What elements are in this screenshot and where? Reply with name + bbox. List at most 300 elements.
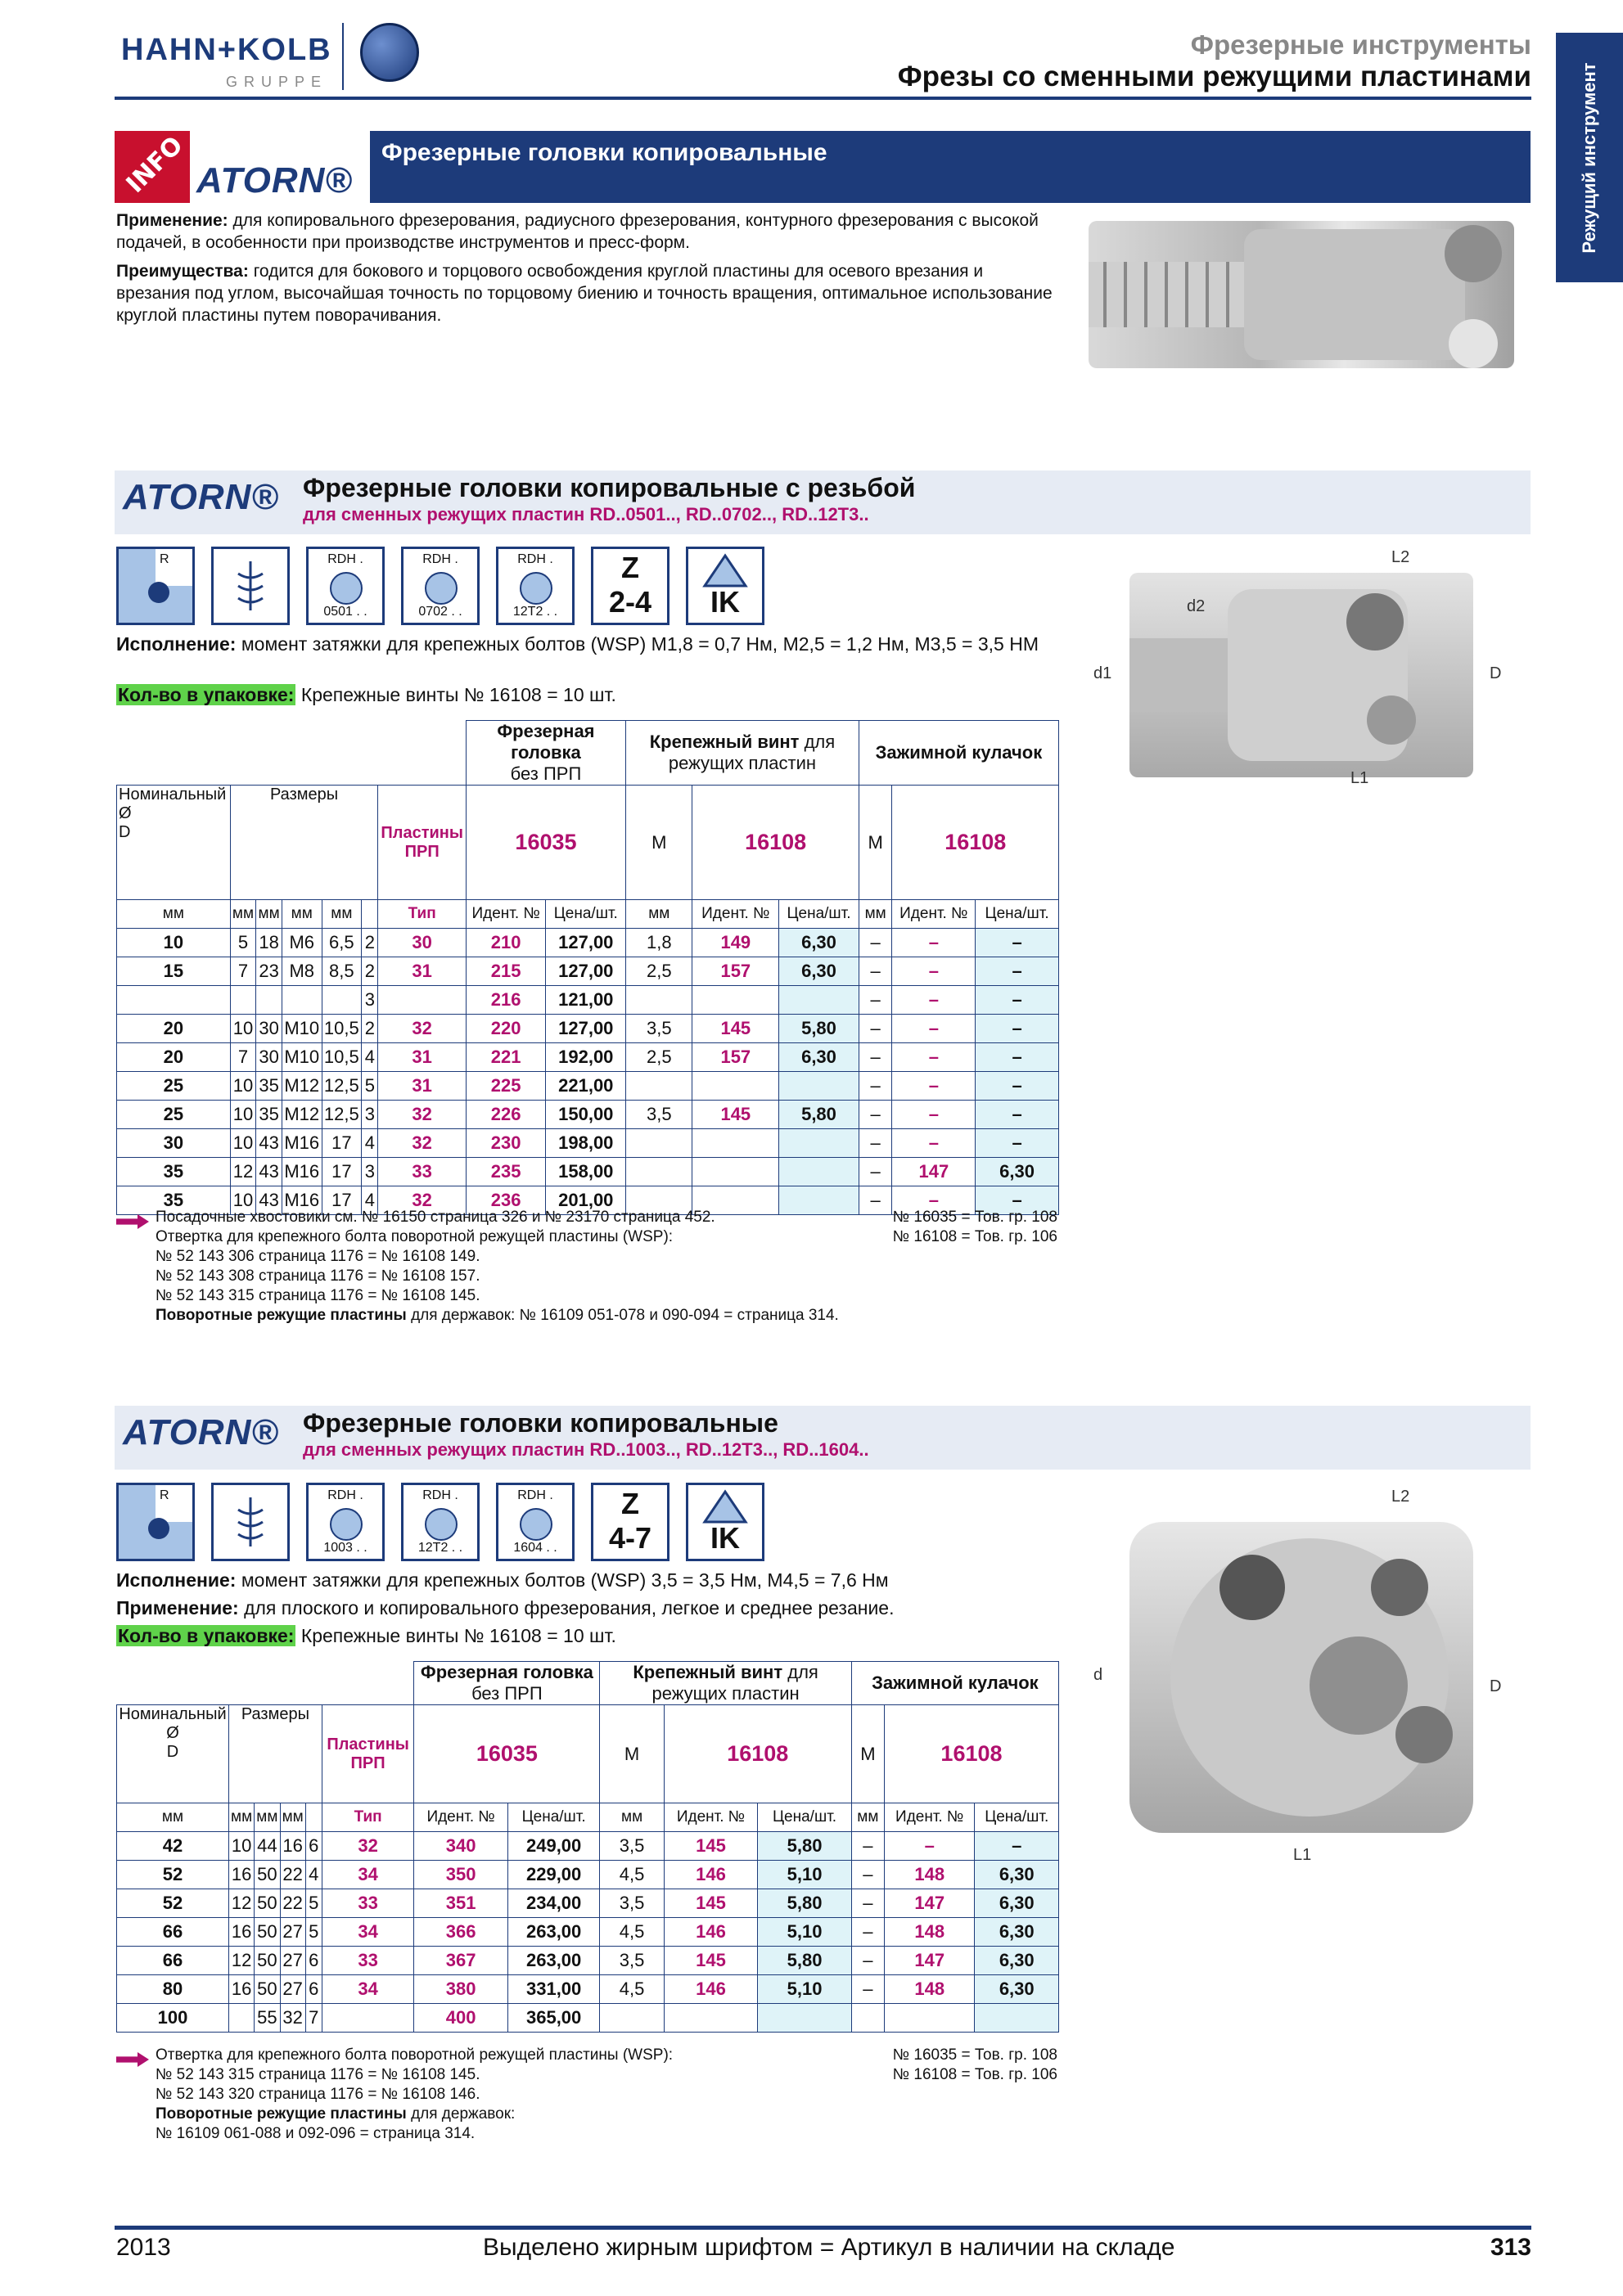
table-row bbox=[117, 1889, 1059, 1918]
table-cell: 20 bbox=[117, 1015, 231, 1043]
table-cell: – bbox=[851, 1975, 884, 2004]
table-cell: 6,30 bbox=[975, 1947, 1059, 1975]
table-cell: – bbox=[976, 929, 1059, 957]
table-cell: 5 bbox=[362, 1072, 378, 1101]
table-cell: 15 bbox=[117, 957, 231, 986]
table-cell: 25 bbox=[117, 1101, 231, 1129]
table-cell: 4 bbox=[305, 1861, 322, 1889]
table-cell: 17 bbox=[322, 1186, 362, 1215]
dim-l2: L2 bbox=[1391, 548, 1410, 566]
footer-year: 2013 bbox=[116, 2234, 171, 2261]
table-cell: 50 bbox=[255, 1918, 280, 1947]
footer-rule bbox=[115, 2226, 1531, 2230]
table-cell: 5 bbox=[305, 1918, 322, 1947]
section2-pack: Кол-во в упаковке: Крепежные винты № 16108 = 10 шт. bbox=[118, 1625, 616, 1646]
rdh-12t2-icon: RDH . 12T2 . . bbox=[401, 1483, 480, 1561]
table-cell: 3 bbox=[362, 986, 378, 1015]
table-cell: – bbox=[859, 1101, 892, 1129]
table-cell: 27 bbox=[280, 1975, 305, 2004]
table-cell: 5 bbox=[230, 929, 256, 957]
table-cell: 23 bbox=[256, 957, 282, 986]
table-cell: 80 bbox=[117, 1975, 229, 2004]
table-cell: 263,00 bbox=[507, 1918, 600, 1947]
table-cell: 3,5 bbox=[626, 1015, 692, 1043]
table-cell bbox=[664, 2004, 758, 2033]
table-row bbox=[117, 1015, 1059, 1043]
table-cell: 22 bbox=[280, 1861, 305, 1889]
table-cell bbox=[884, 2004, 975, 2033]
group-head-clamp: Зажимной кулачок bbox=[851, 1662, 1058, 1705]
table-cell: 33 bbox=[378, 1158, 466, 1186]
table-cell bbox=[228, 2004, 254, 2033]
application-text: для копировального фрезерования, радиусного фрезерования, контурного фрезерования с высокой подачей, в особенности при производстве инструментов и пресс-форм. bbox=[116, 211, 1039, 252]
table-cell: 42 bbox=[117, 1832, 229, 1861]
table-cell: 30 bbox=[117, 1129, 231, 1158]
table-cell: 148 bbox=[884, 1975, 975, 2004]
coolant-spiral-icon bbox=[211, 547, 290, 625]
table-cell: 216 bbox=[466, 986, 546, 1015]
arrow-icon bbox=[116, 1214, 149, 1229]
table-cell: 221 bbox=[466, 1043, 546, 1072]
table-cell: – bbox=[859, 1043, 892, 1072]
table-cell: – bbox=[976, 1043, 1059, 1072]
table-cell: 31 bbox=[378, 1043, 466, 1072]
table-cell: M12 bbox=[282, 1072, 322, 1101]
table-cell: 234,00 bbox=[507, 1889, 600, 1918]
table-cell: 12,5 bbox=[322, 1072, 362, 1101]
table-row bbox=[117, 1947, 1059, 1975]
table-cell: 147 bbox=[884, 1889, 975, 1918]
section1-pack: Кол-во в упаковке: Крепежные винты № 16108 = 10 шт. bbox=[118, 684, 616, 705]
table-cell: 157 bbox=[692, 1043, 779, 1072]
group-head-clamp: Зажимной кулачок bbox=[859, 721, 1058, 786]
internal-coolant-icon: IK bbox=[686, 547, 764, 625]
table-cell: – bbox=[851, 1947, 884, 1975]
arrow-icon bbox=[116, 2052, 149, 2067]
table-cell: M6 bbox=[282, 929, 322, 957]
section2-application: Применение: для плоского и копировального фрезерования, легкое и среднее резание. bbox=[116, 1597, 895, 1618]
section2-title: Фрезерные головки копировальные bbox=[303, 1408, 778, 1438]
table-cell: 4,5 bbox=[600, 1975, 664, 2004]
dim-d: d bbox=[1093, 1666, 1103, 1684]
table-cell bbox=[626, 1158, 692, 1186]
table-cell: 12 bbox=[228, 1947, 254, 1975]
table-cell: M10 bbox=[282, 1043, 322, 1072]
section2-subtitle: для сменных режущих пластин RD..1003.., RD..12T3.., RD..1604.. bbox=[303, 1439, 869, 1460]
table-cell: 5,10 bbox=[758, 1975, 852, 2004]
table-cell: 127,00 bbox=[546, 929, 626, 957]
table-row bbox=[117, 1158, 1059, 1186]
table-cell: 6,30 bbox=[976, 1158, 1059, 1186]
info-tag-label: INFO bbox=[120, 131, 189, 199]
table-cell: – bbox=[892, 957, 976, 986]
table-cell: – bbox=[892, 1043, 976, 1072]
group-head-screw: Крепежный винт для режущих пластин bbox=[600, 1662, 851, 1705]
table-cell: 5,10 bbox=[758, 1861, 852, 1889]
table-cell: – bbox=[892, 986, 976, 1015]
side-tab-label: Режущий инструмент bbox=[1579, 61, 1599, 254]
table-cell: 31 bbox=[378, 1072, 466, 1101]
dim-l2: L2 bbox=[1391, 1488, 1410, 1506]
table-cell: 34 bbox=[322, 1975, 414, 2004]
table-row bbox=[117, 1975, 1059, 2004]
dim-d-outer: D bbox=[1490, 1677, 1502, 1695]
table-cell: 33 bbox=[322, 1889, 414, 1918]
table-cell: 33 bbox=[322, 1947, 414, 1975]
section1-table-body bbox=[117, 929, 1059, 1215]
header-subcategory: Фрезы со сменными режущими пластинами bbox=[897, 61, 1531, 92]
table-cell: 3,5 bbox=[600, 1947, 664, 1975]
table-cell: 5 bbox=[305, 1889, 322, 1918]
rdh-1003-icon: RDH . 1003 . . bbox=[306, 1483, 385, 1561]
info-application bbox=[116, 209, 1057, 254]
table-cell: – bbox=[976, 1015, 1059, 1043]
table-cell: 32 bbox=[378, 1186, 466, 1215]
dim-d2: d2 bbox=[1187, 597, 1206, 615]
table-cell: 31 bbox=[378, 957, 466, 986]
table-cell: 147 bbox=[892, 1158, 976, 1186]
table-cell: 2 bbox=[362, 1015, 378, 1043]
table-cell: 2,5 bbox=[626, 1043, 692, 1072]
table-cell: 220 bbox=[466, 1015, 546, 1043]
table-cell: 158,00 bbox=[546, 1158, 626, 1186]
table-cell: 3,5 bbox=[600, 1889, 664, 1918]
table-cell: 35 bbox=[117, 1186, 231, 1215]
table-cell: 50 bbox=[255, 1947, 280, 1975]
table-cell: 5,80 bbox=[779, 1101, 859, 1129]
advantages-text: годится для бокового и торцового освобождения круглой пластины для осевого врезания и врезания под углом, высочайшая точность по торцовому биению и точность вращения, оптимальное использование круглой пластины путем поворачивания. bbox=[116, 262, 1053, 325]
dim-l1: L1 bbox=[1293, 1846, 1312, 1864]
table-cell: 235 bbox=[466, 1158, 546, 1186]
table-cell: 6,30 bbox=[779, 957, 859, 986]
table-cell: – bbox=[859, 957, 892, 986]
table-cell: – bbox=[892, 1129, 976, 1158]
table-cell: 6 bbox=[305, 1975, 322, 2004]
table-cell: 3 bbox=[362, 1101, 378, 1129]
table-cell: 35 bbox=[256, 1101, 282, 1129]
table-cell: 148 bbox=[884, 1861, 975, 1889]
table-cell: 66 bbox=[117, 1947, 229, 1975]
teeth-count-icon: Z 2-4 bbox=[591, 547, 669, 625]
table-cell: 148 bbox=[884, 1918, 975, 1947]
table-cell: 5,10 bbox=[758, 1918, 852, 1947]
section2-table: Фрезерная головка без ПРП Крепежный винт для режущих пластин Зажимной кулачок Номинальный Ø D Размеры Пластины ПРП 16035 M 16108 M 16108 мм мм мм мм Тип Идент. № Цена/шт. мм Идент. № Цена/шт. мм Идент. № Цена/шт. 42 10 44 16 6 32 340 249,00 3,5 145 5,80 – – – 52 16 50 22 4 34 350 229,00 4,5 146 5,10 – 148 6,30 52 12 50 22 5 33 351 234,00 3,5 145 5,80 – 147 6,30 66 16 50 27 5 34 366 263,00 4,5 146 5,10 – 148 6,30 66 12 50 27 6 33 367 263,00 3,5 145 5,80 – 147 6,30 80 16 50 27 6 34 380 331,00 4,5 146 5,10 – 148 6,30 100 55 32 7 400 365,00 bbox=[116, 1661, 1059, 2033]
group-head-screw: Крепежный винт для режущих пластин bbox=[626, 721, 859, 786]
table-cell: 32 bbox=[280, 2004, 305, 2033]
atorn-logo: ATORN® bbox=[123, 1412, 279, 1452]
table-cell: 12,5 bbox=[322, 1101, 362, 1129]
table-cell: 35 bbox=[117, 1158, 231, 1186]
table-cell: 127,00 bbox=[546, 957, 626, 986]
table-row bbox=[117, 986, 1059, 1015]
table-cell bbox=[256, 986, 282, 1015]
table-row bbox=[117, 1832, 1059, 1861]
table-cell: 10 bbox=[230, 1072, 256, 1101]
table-cell: M12 bbox=[282, 1101, 322, 1129]
table-cell: 32 bbox=[378, 1129, 466, 1158]
table-cell: 10 bbox=[230, 1186, 256, 1215]
table-cell bbox=[692, 986, 779, 1015]
table-cell: 351 bbox=[414, 1889, 508, 1918]
section2-groups: № 16035 = Тов. гр. 108 № 16108 = Тов. гр. 106 bbox=[892, 2046, 1057, 2083]
dim-d1: d1 bbox=[1093, 664, 1112, 682]
table-cell: 7 bbox=[230, 957, 256, 986]
table-cell: 16 bbox=[228, 1861, 254, 1889]
table-cell: 32 bbox=[322, 1832, 414, 1861]
table-cell: 367 bbox=[414, 1947, 508, 1975]
dim-l1: L1 bbox=[1350, 769, 1369, 787]
table-row bbox=[117, 957, 1059, 986]
table-cell: 7 bbox=[230, 1043, 256, 1072]
table-cell: 201,00 bbox=[546, 1186, 626, 1215]
table-cell: 5,80 bbox=[758, 1947, 852, 1975]
page-number: 313 bbox=[1490, 2234, 1531, 2261]
table-cell bbox=[230, 986, 256, 1015]
atorn-logo: ATORN® bbox=[196, 160, 353, 200]
table-cell bbox=[851, 2004, 884, 2033]
table-cell: 146 bbox=[664, 1861, 758, 1889]
header-rule bbox=[115, 97, 1531, 100]
table-cell: 43 bbox=[256, 1158, 282, 1186]
table-cell: 5,80 bbox=[758, 1889, 852, 1918]
table-cell: 6,30 bbox=[779, 929, 859, 957]
table-cell: 145 bbox=[664, 1889, 758, 1918]
table-cell: 4 bbox=[362, 1186, 378, 1215]
table-cell: 30 bbox=[256, 1015, 282, 1043]
table-cell: – bbox=[851, 1918, 884, 1947]
table-row bbox=[117, 1861, 1059, 1889]
table-cell bbox=[626, 1129, 692, 1158]
table-cell: 145 bbox=[692, 1015, 779, 1043]
coolant-spiral-icon bbox=[211, 1483, 290, 1561]
info-advantages bbox=[116, 260, 1057, 326]
table-cell: 10,5 bbox=[322, 1015, 362, 1043]
table-cell: 249,00 bbox=[507, 1832, 600, 1861]
table-cell: 55 bbox=[255, 2004, 280, 2033]
table-cell: 150,00 bbox=[546, 1101, 626, 1129]
table-row bbox=[117, 1101, 1059, 1129]
table-cell: 400 bbox=[414, 2004, 508, 2033]
table-cell: – bbox=[976, 1186, 1059, 1215]
table-cell: 30 bbox=[378, 929, 466, 957]
table-cell: 146 bbox=[664, 1918, 758, 1947]
table-cell: 350 bbox=[414, 1861, 508, 1889]
table-cell: 32 bbox=[378, 1101, 466, 1129]
round-insert-icon: R bbox=[116, 1483, 195, 1561]
table-cell: 147 bbox=[884, 1947, 975, 1975]
logo-divider bbox=[342, 23, 344, 90]
table-cell bbox=[779, 1129, 859, 1158]
table-cell: M8 bbox=[282, 957, 322, 986]
table-cell: 43 bbox=[256, 1129, 282, 1158]
table-cell: 3 bbox=[362, 1158, 378, 1186]
table-cell: – bbox=[892, 929, 976, 957]
table-cell: 43 bbox=[256, 1186, 282, 1215]
table-cell: 5,80 bbox=[758, 1832, 852, 1861]
info-tag bbox=[115, 131, 190, 203]
rdh-12t2-icon: RDH . 12T2 . . bbox=[496, 547, 575, 625]
table-cell: – bbox=[884, 1832, 975, 1861]
table-cell: 52 bbox=[117, 1861, 229, 1889]
table-row bbox=[117, 1072, 1059, 1101]
table-cell: 6,30 bbox=[975, 1889, 1059, 1918]
table-cell: 4 bbox=[362, 1043, 378, 1072]
table-cell: 16 bbox=[228, 1918, 254, 1947]
table-cell: 22 bbox=[280, 1889, 305, 1918]
product-drawing-2 bbox=[1129, 1522, 1473, 1833]
table-cell bbox=[779, 986, 859, 1015]
table-cell: 127,00 bbox=[546, 1015, 626, 1043]
round-insert-icon bbox=[116, 547, 195, 625]
teeth-count-icon: Z 4-7 bbox=[591, 1483, 669, 1561]
table-cell: – bbox=[851, 1889, 884, 1918]
table-cell: 12 bbox=[230, 1158, 256, 1186]
section2-execution: Исполнение: момент затяжки для крепежных болтов (WSP) 3,5 = 3,5 Нм, M4,5 = 7,6 Нм bbox=[116, 1569, 889, 1591]
table-cell: – bbox=[851, 1832, 884, 1861]
table-cell: 16 bbox=[280, 1832, 305, 1861]
table-cell: 32 bbox=[378, 1015, 466, 1043]
table-cell: 226 bbox=[466, 1101, 546, 1129]
table-cell: 198,00 bbox=[546, 1129, 626, 1158]
table-cell: 2 bbox=[362, 957, 378, 986]
hk-emblem-icon bbox=[360, 23, 419, 82]
table-cell: – bbox=[976, 1101, 1059, 1129]
table-cell bbox=[117, 986, 231, 1015]
table-cell: 44 bbox=[255, 1832, 280, 1861]
table-cell bbox=[758, 2004, 852, 2033]
table-cell: 12 bbox=[228, 1889, 254, 1918]
product-drawing-1 bbox=[1129, 573, 1473, 777]
table-cell: 230 bbox=[466, 1129, 546, 1158]
table-cell: 18 bbox=[256, 929, 282, 957]
table-cell: 6,5 bbox=[322, 929, 362, 957]
table-cell bbox=[692, 1129, 779, 1158]
table-cell: 6,30 bbox=[975, 1975, 1059, 2004]
table-cell: 66 bbox=[117, 1918, 229, 1947]
table-cell: 16 bbox=[228, 1975, 254, 2004]
table-cell: – bbox=[859, 986, 892, 1015]
section1-title: Фрезерные головки копировальные с резьбой bbox=[303, 473, 916, 502]
table-cell: 1,8 bbox=[626, 929, 692, 957]
brand-name: HAHN+KOLB bbox=[121, 33, 332, 67]
table-cell: M16 bbox=[282, 1129, 322, 1158]
table-cell: – bbox=[859, 1129, 892, 1158]
table-cell: 366 bbox=[414, 1918, 508, 1947]
section1-execution: Исполнение: момент затяжки для крепежных болтов (WSP) M1,8 = 0,7 Нм, M2,5 = 1,2 Нм, M3,5 = 3,5 НМ bbox=[116, 633, 1039, 655]
table-cell: 121,00 bbox=[546, 986, 626, 1015]
table-cell: 100 bbox=[117, 2004, 229, 2033]
table-cell: 149 bbox=[692, 929, 779, 957]
table-cell: – bbox=[859, 1186, 892, 1215]
table-cell: – bbox=[851, 1861, 884, 1889]
internal-coolant-icon: IK bbox=[686, 1483, 764, 1561]
table-cell: 30 bbox=[256, 1043, 282, 1072]
dim-d: D bbox=[1490, 664, 1502, 682]
table-cell: 5,80 bbox=[779, 1015, 859, 1043]
table-cell: 380 bbox=[414, 1975, 508, 2004]
table-cell: 35 bbox=[256, 1072, 282, 1101]
table-cell: 8,5 bbox=[322, 957, 362, 986]
table-cell bbox=[975, 2004, 1059, 2033]
table-cell: 7 bbox=[305, 2004, 322, 2033]
product-photo-info bbox=[1089, 221, 1514, 368]
table-cell bbox=[322, 986, 362, 1015]
table-cell: 145 bbox=[664, 1947, 758, 1975]
table-cell: M10 bbox=[282, 1015, 322, 1043]
table-cell: – bbox=[976, 1129, 1059, 1158]
table-cell: 4 bbox=[362, 1129, 378, 1158]
footer-legend: Выделено жирным шрифтом = Артикул в наличии на складе bbox=[483, 2234, 1175, 2261]
table-cell: 17 bbox=[322, 1158, 362, 1186]
table-cell bbox=[600, 2004, 664, 2033]
table-row bbox=[117, 1043, 1059, 1072]
table-cell: 210 bbox=[466, 929, 546, 957]
table-cell: 145 bbox=[664, 1832, 758, 1861]
table-cell: 10 bbox=[230, 1015, 256, 1043]
table-cell: 4,5 bbox=[600, 1861, 664, 1889]
table-cell: 10 bbox=[117, 929, 231, 957]
table-cell: 10 bbox=[228, 1832, 254, 1861]
table-cell: 225 bbox=[466, 1072, 546, 1101]
table-cell bbox=[692, 1072, 779, 1101]
table-cell: 365,00 bbox=[507, 2004, 600, 2033]
table-cell: 146 bbox=[664, 1975, 758, 2004]
table-cell: 331,00 bbox=[507, 1975, 600, 2004]
info-title: Фрезерные головки копировальные bbox=[381, 139, 827, 166]
table-cell: – bbox=[976, 1072, 1059, 1101]
table-cell: – bbox=[892, 1015, 976, 1043]
table-row bbox=[117, 929, 1059, 957]
table-cell: 4,5 bbox=[600, 1918, 664, 1947]
table-cell: 50 bbox=[255, 1889, 280, 1918]
table-cell: 6,30 bbox=[975, 1861, 1059, 1889]
table-cell: 2 bbox=[362, 929, 378, 957]
application-label: Применение: bbox=[116, 211, 228, 230]
section1-table: Фрезерная головка без ПРП Крепежный винт для режущих пластин Зажимной кулачок Номинальный Ø D Размеры Пластины ПРП 16035 M 16108 M 16108 мм мм мм мм мм Тип Идент. № Цена/шт. мм Идент. № Цена/шт. мм Идент. № Цена/шт. 10 5 18 M6 6,5 2 30 210 127,00 1,8 149 6,30 – – – 15 7 23 M8 8,5 2 31 215 127,00 2,5 157 6,30 – – – 3 216 121,00 – – – 20 10 30 M10 10,5 2 32 220 127,00 3,5 145 5,80 – – – 20 7 30 M10 10,5 4 31 221 192,00 2,5 157 6,30 – – – 25 10 35 M12 12,5 5 31 225 221,00 – – – 25 10 35 M12 12,5 3 32 226 150,00 3,5 145 5,80 – – – 30 10 43 M16 17 4 32 230 198,00 – – – 35 12 43 M16 17 3 33 235 158,00 – 147 6,30 35 10 43 M16 17 4 32 236 201,00 – – – bbox=[116, 720, 1059, 1215]
table-cell: M16 bbox=[282, 1186, 322, 1215]
table-cell: 27 bbox=[280, 1947, 305, 1975]
table-cell: 20 bbox=[117, 1043, 231, 1072]
side-tab[interactable] bbox=[1556, 33, 1623, 282]
section2-footnotes: Отвертка для крепежного болта поворотной режущей пластины (WSP): № 52 143 315 страница 1176 = № 16108 145. № 52 143 320 страница 1176 = № 16108 146. Поворотные режущие пластины для державок: № 16109 061-088 и 092-096 = страница 314. bbox=[156, 2046, 674, 2142]
table-row bbox=[117, 1129, 1059, 1158]
table-cell: 192,00 bbox=[546, 1043, 626, 1072]
table-cell: – bbox=[892, 1101, 976, 1129]
table-cell: – bbox=[892, 1186, 976, 1215]
table-cell: 221,00 bbox=[546, 1072, 626, 1101]
group-head-mill: Фрезерная головка без ПРП bbox=[414, 1662, 600, 1705]
table-cell: 6 bbox=[305, 1832, 322, 1861]
table-cell: – bbox=[859, 1158, 892, 1186]
table-cell bbox=[626, 1072, 692, 1101]
rdh-1604-icon: RDH . 1604 . . bbox=[496, 1483, 575, 1561]
table-cell bbox=[779, 1158, 859, 1186]
table-cell: 17 bbox=[322, 1129, 362, 1158]
table-cell bbox=[626, 986, 692, 1015]
r-label: R bbox=[160, 552, 169, 566]
table-cell bbox=[779, 1072, 859, 1101]
table-cell: 2,5 bbox=[626, 957, 692, 986]
atorn-logo: ATORN® bbox=[123, 477, 279, 517]
group-head-mill: Фрезерная головка без ПРП bbox=[466, 721, 625, 786]
rdh-0501-icon: RDH . 0501 . . bbox=[306, 547, 385, 625]
table-cell: 6,30 bbox=[779, 1043, 859, 1072]
table-cell bbox=[322, 2004, 414, 2033]
table-cell bbox=[692, 1158, 779, 1186]
table-cell: 6 bbox=[305, 1947, 322, 1975]
hahn-kolb-logo bbox=[121, 23, 416, 95]
table-cell: – bbox=[976, 986, 1059, 1015]
